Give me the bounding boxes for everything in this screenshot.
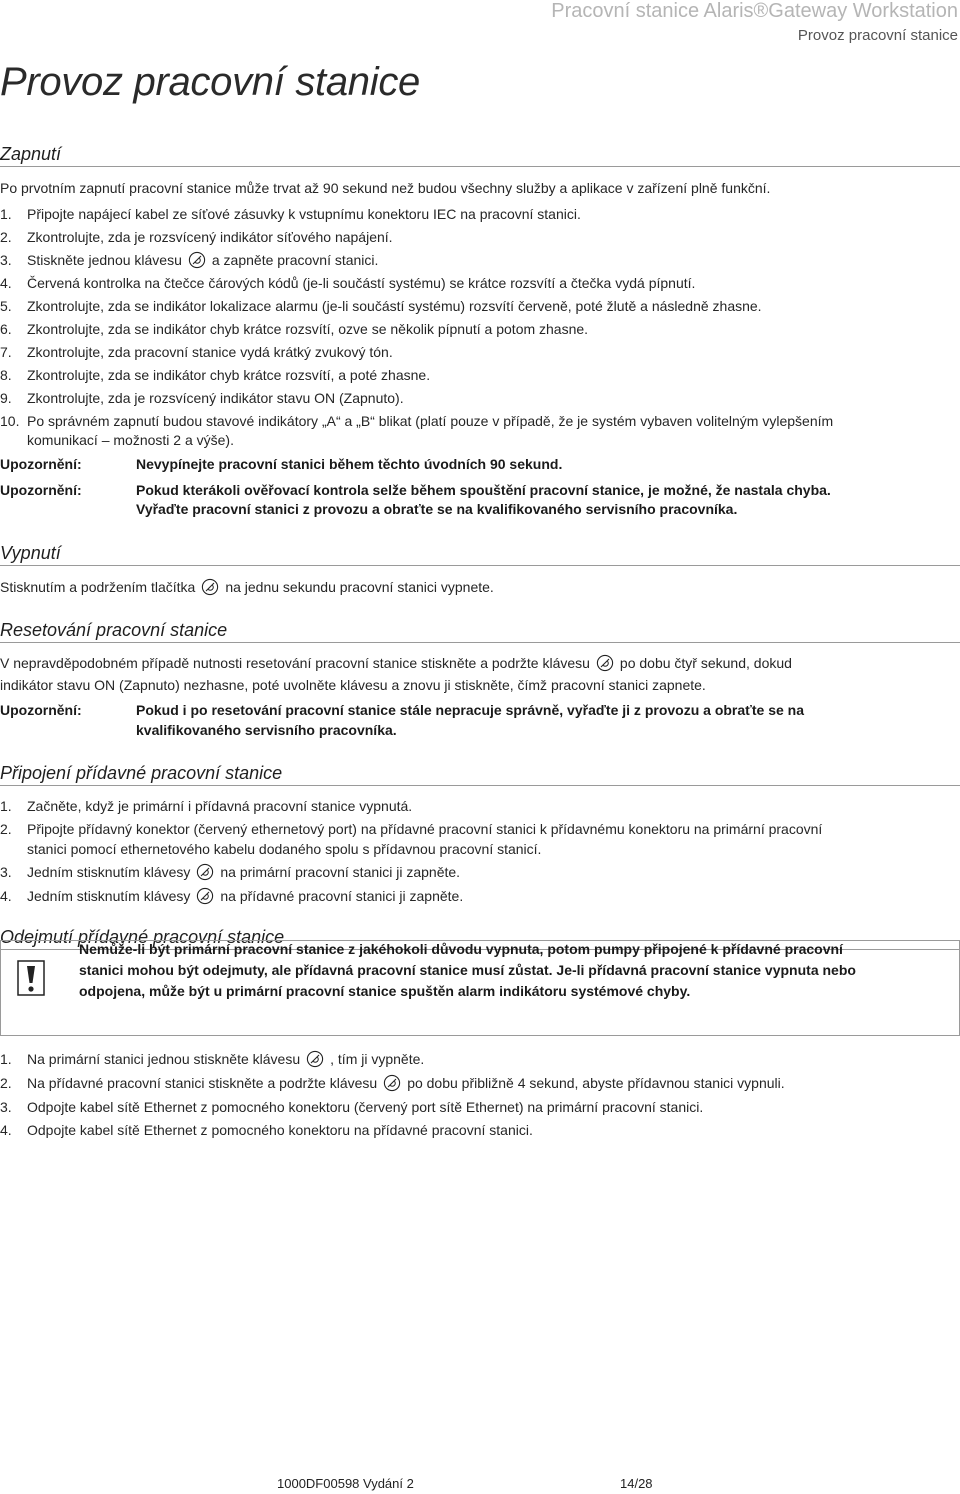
exclamation-icon [17,960,45,996]
list-item: 6. Zkontrolujte, zda se indikátor chyb krátce rozsvítí, ozve se několik pípnutí a potom zhasne. [0,321,589,337]
notice-line: stanici mohou být odejmuty, ale přídavná pracovní stanice musí zůstat. Je-li přídavná pracovní stanice vypnuta nebo [79,962,856,978]
warning-label: Upozornění: [0,702,82,718]
warning-text: Pokud kterákoli ověřovací kontrola selže během spouštění pracovní stanice, je možné, že nastala chyba. [136,482,831,498]
list-item: 3. Odpojte kabel sítě Ethernet z pomocného konektoru (červený port sítě Ethernet) na primární pracovní stanici. [0,1099,704,1115]
list-item: 2. Na přídavné pracovní stanici stiskněte a podržte klávesu po dobu přibližně 4 sekund, abyste přídavnou stanici vypnuli. [0,1075,785,1091]
header-product-title: Pracovní stanice Alaris®Gateway Workstation [551,0,958,22]
caution-notice [0,940,960,1036]
list-item: 3. Jedním stisknutím klávesy na primární pracovní stanici ji zapněte. [0,864,461,880]
list-item: 4. Odpojte kabel sítě Ethernet z pomocného konektoru na přídavné pracovní stanici. [0,1122,533,1138]
section-heading-pripojeni: Připojení přídavné pracovní stanice [0,763,960,786]
list-item: 2. Zkontrolujte, zda je rozsvícený indikátor síťového napájení. [0,229,393,245]
header-section-title: Provoz pracovní stanice [797,27,958,44]
list-item: 3. Stiskněte jednou klávesu a zapněte pracovní stanici. [0,252,379,268]
section-heading-zapnuti: Zapnutí [0,144,960,167]
list-item: 4. Červená kontrolka na čtečce čárových kódů (je-li součástí systému) se krátce rozsvítí a čtečka vydá pípnutí. [0,275,696,291]
list-item-continuation: komunikací – možnosti 2 a výše). [27,432,234,448]
power-key-icon [306,1050,324,1068]
reset-text-line1: V nepravděpodobném případě nutnosti resetování pracovní stanice stiskněte a podržte klávesu po dobu čtyř sekund, dokud [0,655,792,671]
notice-line: odpojena, může být u primární pracovní stanice spuštěn alarm indikátoru systémové chyby. [79,983,691,999]
zapnuti-intro: Po prvotním zapnutí pracovní stanice může trvat až 90 sekund než budou všechny služby a aplikace v zařízení plně funkční. [0,180,771,196]
list-item: 4. Jedním stisknutím klávesy na přídavné pracovní stanici ji zapněte. [0,888,464,904]
list-item: 9. Zkontrolujte, zda je rozsvícený indikátor stavu ON (Zapnuto). [0,390,404,406]
warning-text: Nevypínejte pracovní stanici během těchto úvodních 90 sekund. [136,456,563,472]
warning-text-continuation: Vyřaďte pracovní stanici z provozu a obraťte se na kvalifikovaného servisního pracovníka. [136,501,738,517]
power-key-icon [196,887,214,905]
power-key-icon [201,578,219,596]
section-heading-reset: Resetování pracovní stanice [0,620,960,643]
list-item: 8. Zkontrolujte, zda se indikátor chyb krátce rozsvítí, a poté zhasne. [0,367,431,383]
power-key-icon [596,654,614,672]
page-title: Provoz pracovní stanice [0,60,420,104]
reset-text-line2: indikátor stavu ON (Zapnuto) nezhasne, poté uvolněte klávesu a znovu ji stiskněte, čímž pracovní stanici zapnete. [0,677,706,693]
footer-page-number: 14/28 [620,1476,653,1491]
section-heading-vypnuti: Vypnutí [0,543,960,566]
section-heading-odejmuti: Odejmutí přídavné pracovní stanice [0,927,960,950]
warning-text-continuation: kvalifikovaného servisního pracovníka. [136,722,397,738]
warning-text: Pokud i po resetování pracovní stanice stále nepracuje správně, vyřaďte ji z provozu a obraťte se na [136,702,805,718]
list-item: 1. Připojte napájecí kabel ze síťové zásuvky k vstupnímu konektoru IEC na pracovní stanici. [0,206,581,222]
list-item: 2. Připojte přídavný konektor (červený ethernetový port) na přídavné pracovní stanici k přídavnému konektoru na primární pracovní [0,821,823,837]
power-key-icon [196,863,214,881]
list-item-continuation: stanici pomocí ethernetového kabelu dodaného spolu s přídavnou pracovní stanicí. [27,841,542,857]
list-item: 5. Zkontrolujte, zda se indikátor lokalizace alarmu (je-li součástí systému) rozsvítí červeně, poté žlutě a následně zhasne. [0,298,762,314]
notice-line: Nemůže-li být primární pracovní stanice z jakéhokoli důvodu vypnuta, potom pumpy připojené k přídavné pracovní [79,941,843,957]
list-item: 10. Po správném zapnutí budou stavové indikátory „A“ a „B“ blikat (platí pouze v případě, že je systém vybaven volitelným vylepšením [0,413,834,429]
warning-label: Upozornění: [0,456,82,472]
footer-doc-id: 1000DF00598 Vydání 2 [277,1476,414,1491]
vypnuti-text: Stisknutím a podržením tlačítka na jednu sekundu pracovní stanici vypnete. [0,579,494,595]
list-item: 1. Začněte, když je primární i přídavná pracovní stanice vypnutá. [0,798,413,814]
warning-label: Upozornění: [0,482,82,498]
list-item: 1. Na primární stanici jednou stiskněte klávesu , tím ji vypněte. [0,1051,425,1067]
list-item: 7. Zkontrolujte, zda pracovní stanice vydá krátký zvukový tón. [0,344,393,360]
power-key-icon [383,1074,401,1092]
power-key-icon [188,251,206,269]
